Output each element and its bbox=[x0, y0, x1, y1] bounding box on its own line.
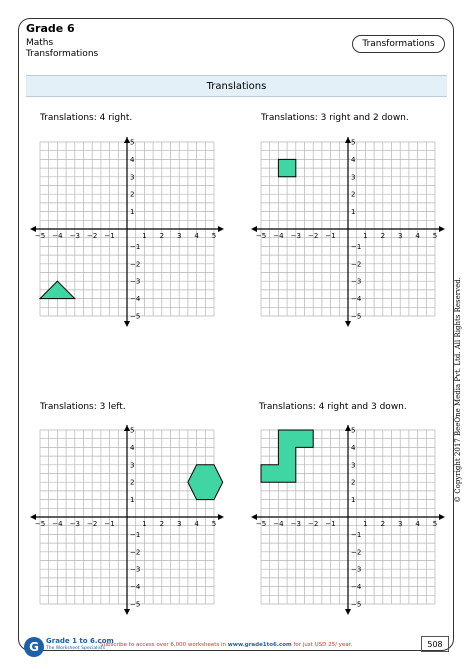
y-tick-label: −1 bbox=[351, 530, 362, 539]
y-tick-label: −2 bbox=[130, 548, 141, 557]
subject-label: Maths bbox=[26, 38, 54, 48]
x-axis-arrow-right bbox=[439, 514, 445, 520]
y-tick-label: −4 bbox=[130, 583, 141, 592]
y-axis-arrow-down bbox=[345, 321, 351, 327]
footer-brand: Grade 1 to 6.com bbox=[46, 637, 114, 645]
y-tick-label: 5 bbox=[351, 138, 356, 147]
coordinate-grid-3 bbox=[30, 425, 224, 615]
x-tick-label: 3 bbox=[397, 520, 403, 528]
x-tick-label: 3 bbox=[397, 232, 403, 240]
y-tick-label: −2 bbox=[130, 260, 141, 269]
y-tick-label: 4 bbox=[351, 155, 356, 164]
y-tick-label: −1 bbox=[130, 530, 141, 539]
x-tick-label: 4 bbox=[415, 232, 420, 240]
x-tick-label: −2 bbox=[87, 232, 98, 240]
y-tick-label: −4 bbox=[130, 295, 141, 304]
coordinate-grid-4 bbox=[251, 425, 445, 615]
brand-logo-icon: G bbox=[24, 637, 44, 657]
topic-badge: Transformations bbox=[352, 35, 445, 53]
x-tick-label: 4 bbox=[415, 520, 420, 528]
y-tick-label: 5 bbox=[130, 138, 135, 147]
problem-2-title: Translations: 3 right and 2 down. bbox=[261, 113, 409, 123]
y-tick-label: 2 bbox=[351, 478, 356, 487]
topic-label: Transformations bbox=[26, 49, 99, 59]
hexagon-shape bbox=[188, 465, 223, 500]
x-tick-label: 5 bbox=[432, 232, 438, 240]
x-tick-label: −3 bbox=[69, 232, 80, 240]
y-tick-label: 1 bbox=[351, 208, 356, 217]
x-tick-label: −1 bbox=[104, 520, 115, 528]
y-tick-label: 3 bbox=[351, 173, 356, 182]
y-tick-label: −2 bbox=[351, 548, 362, 557]
x-axis-arrow-right bbox=[218, 514, 224, 520]
y-tick-label: 1 bbox=[130, 496, 135, 505]
promo-suffix: for just USD 25/ year. bbox=[293, 642, 353, 648]
y-tick-label: −5 bbox=[351, 312, 362, 321]
x-tick-label: −5 bbox=[255, 232, 267, 240]
promo-site-link[interactable]: www.grade1to6.com bbox=[227, 642, 292, 648]
worksheet-title: Translations bbox=[26, 75, 447, 97]
x-tick-label: −4 bbox=[273, 520, 284, 528]
coordinate-grid-1 bbox=[30, 137, 224, 327]
y-tick-label: 4 bbox=[130, 443, 135, 452]
x-tick-label: 2 bbox=[380, 232, 386, 240]
x-tick-label: −1 bbox=[325, 520, 336, 528]
page-number: 508 bbox=[421, 636, 449, 652]
x-axis-arrow-right bbox=[218, 226, 224, 232]
x-tick-label: 2 bbox=[159, 520, 165, 528]
y-tick-label: 3 bbox=[130, 173, 135, 182]
x-tick-label: 1 bbox=[363, 520, 368, 528]
x-tick-label: 5 bbox=[211, 520, 217, 528]
x-tick-label: 1 bbox=[363, 232, 368, 240]
y-tick-label: −5 bbox=[130, 312, 141, 321]
x-tick-label: −4 bbox=[52, 520, 63, 528]
y-tick-label: −4 bbox=[351, 583, 362, 592]
x-tick-label: 2 bbox=[380, 520, 386, 528]
x-tick-label: −2 bbox=[308, 232, 319, 240]
x-tick-label: 3 bbox=[176, 520, 182, 528]
x-tick-label: −3 bbox=[290, 520, 301, 528]
x-tick-label: −2 bbox=[308, 520, 319, 528]
footer-tagline: The Worksheet Specialists bbox=[46, 646, 106, 651]
x-tick-label: −4 bbox=[52, 232, 63, 240]
x-tick-label: −2 bbox=[87, 520, 98, 528]
y-tick-label: 1 bbox=[351, 496, 356, 505]
problem-4-title: Translations: 4 right and 3 down. bbox=[259, 402, 407, 412]
x-tick-label: −1 bbox=[104, 232, 115, 240]
x-tick-label: −5 bbox=[255, 520, 267, 528]
y-axis-arrow-down bbox=[124, 609, 130, 615]
y-tick-label: 4 bbox=[130, 155, 135, 164]
x-tick-label: 4 bbox=[194, 232, 199, 240]
y-tick-label: −3 bbox=[130, 277, 141, 286]
x-axis-arrow-right bbox=[439, 226, 445, 232]
x-tick-label: −1 bbox=[325, 232, 336, 240]
y-axis-arrow-down bbox=[345, 609, 351, 615]
y-axis-arrow-down bbox=[124, 321, 130, 327]
y-tick-label: 3 bbox=[130, 461, 135, 470]
y-tick-label: −1 bbox=[130, 242, 141, 251]
y-tick-label: −4 bbox=[351, 295, 362, 304]
x-tick-label: −5 bbox=[34, 520, 46, 528]
problem-1-title: Translations: 4 right. bbox=[40, 113, 133, 123]
y-tick-label: −1 bbox=[351, 242, 362, 251]
y-tick-label: −5 bbox=[130, 600, 141, 609]
x-tick-label: 3 bbox=[176, 232, 182, 240]
y-tick-label: 4 bbox=[351, 443, 356, 452]
y-tick-label: −5 bbox=[351, 600, 362, 609]
x-tick-label: 5 bbox=[432, 520, 438, 528]
square-shape bbox=[278, 159, 295, 176]
y-tick-label: 1 bbox=[130, 208, 135, 217]
y-tick-label: 5 bbox=[130, 426, 135, 435]
y-tick-label: 2 bbox=[130, 190, 135, 199]
y-tick-label: −3 bbox=[351, 565, 362, 574]
coordinate-grid-2 bbox=[251, 137, 445, 327]
x-tick-label: −3 bbox=[69, 520, 80, 528]
x-tick-label: 2 bbox=[159, 232, 165, 240]
copyright-notice: © Copyright 2017 BeeOne Media Pvt. Ltd. All Rights Reserved. bbox=[454, 277, 462, 503]
y-tick-label: −3 bbox=[130, 565, 141, 574]
x-tick-label: 1 bbox=[142, 232, 147, 240]
promo-prefix: Subscribe to access over 6,000 worksheets in bbox=[100, 642, 227, 648]
x-tick-label: 5 bbox=[211, 232, 217, 240]
x-tick-label: −3 bbox=[290, 232, 301, 240]
y-tick-label: −3 bbox=[351, 277, 362, 286]
y-tick-label: 5 bbox=[351, 426, 356, 435]
y-tick-label: 3 bbox=[351, 461, 356, 470]
y-tick-label: 2 bbox=[130, 478, 135, 487]
footer-promo bbox=[100, 642, 352, 648]
x-tick-label: 1 bbox=[142, 520, 147, 528]
grade-label: Grade 6 bbox=[26, 22, 75, 35]
x-tick-label: 4 bbox=[194, 520, 199, 528]
problem-3-title: Translations: 3 left. bbox=[40, 402, 126, 412]
y-tick-label: −2 bbox=[351, 260, 362, 269]
x-tick-label: −4 bbox=[273, 232, 284, 240]
x-tick-label: −5 bbox=[34, 232, 46, 240]
y-tick-label: 2 bbox=[351, 190, 356, 199]
